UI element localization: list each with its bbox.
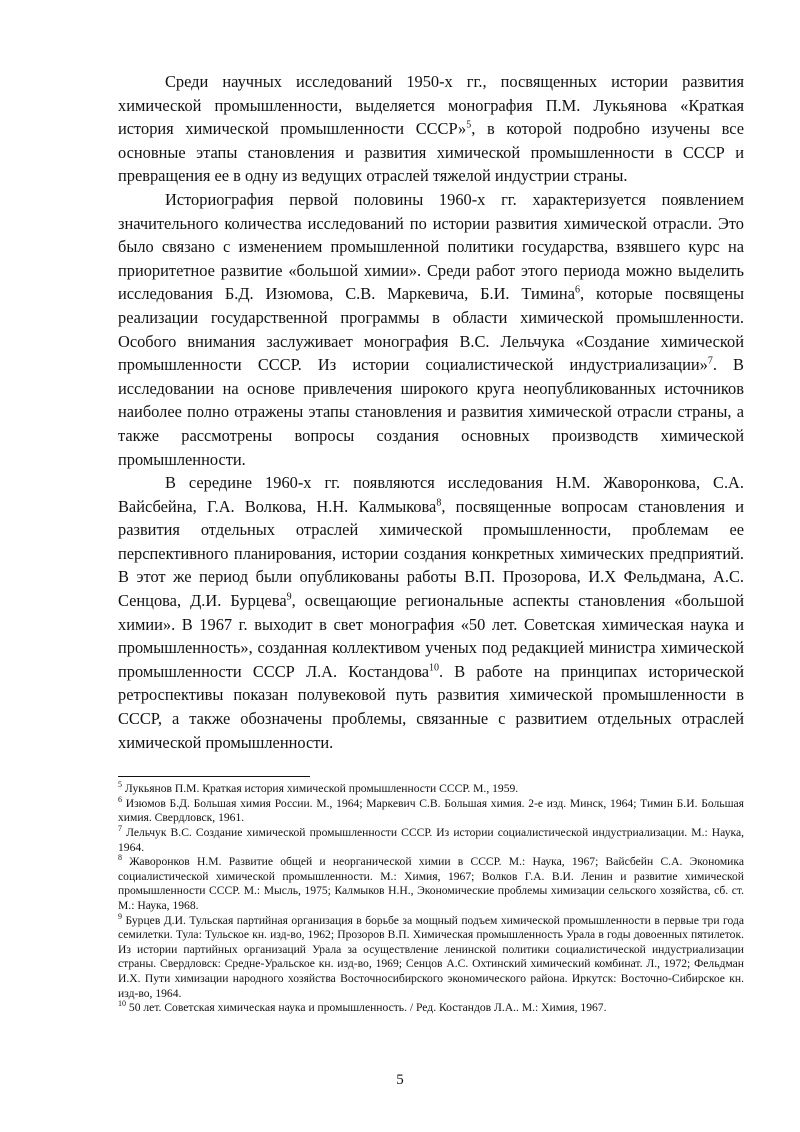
footnote-ref[interactable]: 8: [436, 497, 442, 509]
footnote-6: [118, 794, 744, 826]
footnote-ref[interactable]: 5: [466, 119, 472, 131]
footnote-number: 8: [118, 853, 122, 863]
footnote-text: Лукьянов П.М. Краткая история химической промышленности СССР. М., 1959.: [124, 782, 519, 796]
paragraph-text: , в которой подробно изучены все основные этапы становления и развития химической промышленности в СССР и превращения ее в одну из ведущих отраслей тяжелой индустрии страны.: [118, 119, 744, 186]
footnotes: [118, 782, 744, 1016]
footnote-7: [118, 826, 744, 855]
footnote-separator: [118, 776, 310, 777]
footnote-text: Жаворонков Н.М. Развитие общей и неорганической химии в СССР. М.: Наука, 1967; Вайсбейн С.А. Экономика социалистической химической промышленности. М.: Химия, 1967; Волков Г.А. В.И. Ленин и развитие химической промышленности СССР. М.: Мысль, 1975; Калмыков Н.Н., Экономические проблемы химизации сельского хозяйства, сб. ст. М.: Наука, 1968.: [118, 855, 744, 912]
footnote-ref[interactable]: 10: [429, 662, 440, 674]
paragraph-text: . В исследовании на основе привлечения широкого круга неопубликованных источников наиболее полно отражены этапы становления и развития химической отрасли страны, а также рассмотрены вопросы создания основных производств химической промышленности.: [118, 355, 744, 469]
footnote-ref[interactable]: 9: [286, 591, 292, 603]
paragraph-text: , освещающие региональные аспекты становления «большой химии». В 1967 г. выходит в свет монография «50 лет. Советская химическая наука и промышленность», созданная коллективом ученых под редакцией министра химической промышленности СССР Л.А. Костандова: [118, 591, 744, 681]
footnote-number: 10: [118, 999, 126, 1009]
page-number: 5: [396, 1072, 404, 1088]
footnote-text: Изюмов Б.Д. Большая химия России. М., 1964; Маркевич С.В. Большая химия. 2-е изд. Минск, 1964; Тимин Б.И. Большая химия. Свердловск, 1961.: [118, 796, 744, 825]
footnote-5: [118, 782, 744, 797]
paragraph-1: [118, 70, 744, 188]
footnote-number: 7: [118, 824, 122, 834]
footnote-text: Бурцев Д.И. Тульская партийная организация в борьбе за мощный подъем химической промышленности в первые три года семилетки. Тула: Тульское кн. изд-во, 1962; Прозоров В.П. Химическая промышленность Урала в годы довоенных пятилеток. Из истории партийных организаций Урала за осуществление ленинской политики социалистической индустриализации страны. Свердловск: Средне-Уральское кн. изд-во, 1969; Сенцов А.С. Охтинский химический комбинат. Л., 1972; Фельдман И.Х. Пути химизации народного хозяйства Восточносибирского экономического района. Иркутск: Восточно-Сибирское кн. изд-во, 1964.: [118, 913, 744, 1000]
footnote-number: 9: [118, 911, 122, 921]
footnote-number: 5: [118, 780, 122, 790]
document-page: [118, 70, 744, 1016]
paragraph-2: [118, 188, 744, 471]
paragraph-text: Историография первой половины 1960-х гг. характеризуется появлением значительного количества исследований по истории развития химической отрасли. Это было связано с изменением промышленной политики государства, взявшего курс на приоритетное развитие «большой химии». Среди работ этого периода можно выделить исследования Б.Д. Изюмова, С.В. Маркевича, Б.И. Тимина: [118, 189, 744, 304]
paragraph-text: , посвященные вопросам становления и развития отдельных отраслей химической промышленности, проблемам ее перспективного планирования, истории создания конкретных химических предприятий. В этот же период были опубликованы работы В.П. Прозорова, И.Х Фельдмана, А.С. Сенцова, Д.И. Бурцева: [118, 496, 745, 611]
footnote-number: 6: [118, 794, 122, 804]
footnote-ref[interactable]: 7: [707, 355, 713, 367]
paragraph-3: [118, 471, 744, 754]
paragraph-text: . В работе на принципах исторической ретроспективы показан полувековой путь развития химической промышленности в СССР, а также обозначены проблемы, связанные с развитием отдельных отраслей химической промышленности.: [118, 661, 744, 752]
footnote-text: Лельчук В.С. Создание химической промышленности СССР. Из истории социалистической индустриализации. М.: Наука, 1964.: [118, 826, 744, 854]
paragraph-text: В середине 1960-х гг. появляются исследования Н.М. Жаворонкова, С.А. Вайсбейна, Г.А. Волкова, Н.Н. Калмыкова: [118, 473, 744, 516]
paragraph-text: Среди научных исследований 1950-х гг., посвященных истории развития химической промышленности, выделяется монография П.М. Лукьянова «Краткая история химической промышленности СССР»: [118, 72, 744, 139]
footnote-text: 50 лет. Советская химическая наука и промышленность. / Ред. Костандов Л.А.. М.: Химия, 1967.: [128, 1001, 607, 1015]
footnote-ref[interactable]: 6: [574, 284, 580, 296]
footnote-10: [118, 1001, 744, 1016]
footnote-9: [118, 911, 744, 1002]
footnote-8: [118, 855, 744, 913]
paragraph-text: , которые посвящены реализации государственной программы в области химической промышленности. Особого внимания заслуживает монография В.С. Лельчука «Создание химической промышленности СССР. Из истории социалистической индустриализации»: [118, 284, 744, 375]
